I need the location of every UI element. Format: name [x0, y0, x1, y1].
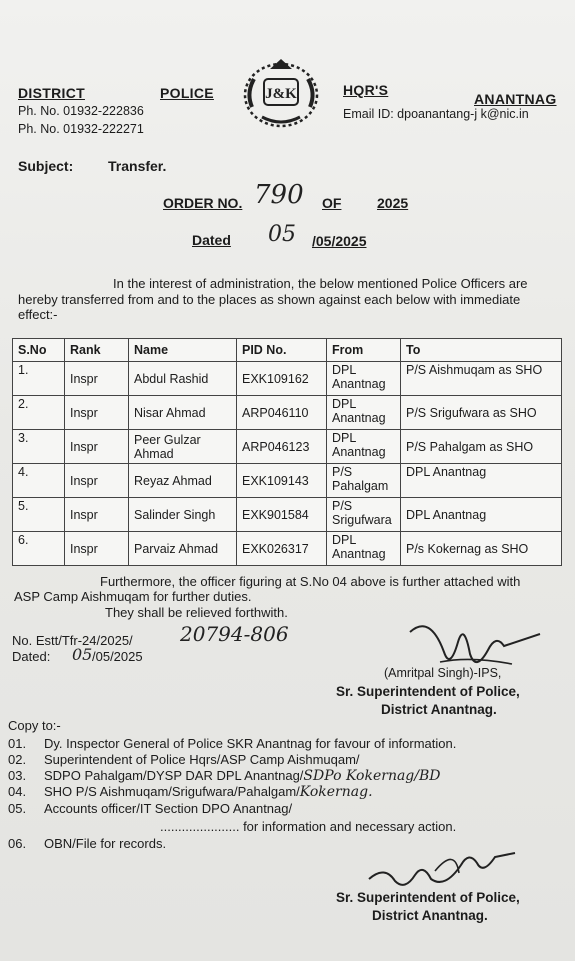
table-row: [13, 464, 562, 498]
header-police: POLICE: [160, 85, 214, 101]
table-row: [13, 532, 562, 566]
cell-sno: 2.: [13, 396, 65, 430]
cell-pid: ARP046110: [237, 396, 327, 430]
estt-dated-day: 05: [72, 645, 93, 664]
cell-name: Abdul Rashid: [129, 362, 237, 396]
cell-from: DPL Anantnag: [327, 396, 401, 430]
dated-label: Dated: [192, 232, 231, 248]
copy-item-handwritten: Kokernag.: [299, 784, 373, 800]
cell-from: P/S Srigufwara: [327, 498, 401, 532]
cell-to: DPL Anantnag: [401, 464, 562, 498]
cell-rank: Inspr: [65, 464, 129, 498]
col-header-pid: PID No.: [237, 339, 327, 362]
copy-item-01: [8, 736, 456, 752]
estt-dated-label: Dated:: [12, 649, 51, 664]
estt-no-label: No. Estt/Tfr-24/2025/: [12, 633, 133, 648]
cell-sno: 4.: [13, 464, 65, 498]
signature-2-icon: [365, 845, 525, 895]
signature-1-icon: [400, 612, 550, 674]
cell-pid: EXK109143: [237, 464, 327, 498]
order-of: OF: [322, 195, 342, 211]
estt-no-handwritten: 20794-806: [180, 622, 289, 646]
header-phone-1: Ph. No. 01932-222836: [18, 104, 144, 118]
dated-rest: /05/2025: [312, 233, 367, 249]
table-row: [13, 362, 562, 396]
copy-item-text: Dy. Inspector General of Police SKR Anantnag for favour of information.: [44, 736, 457, 751]
signatory-2-title-1: Sr. Superintendent of Police,: [336, 890, 520, 905]
col-header-from: From: [327, 339, 401, 362]
col-header-sno: S.No: [13, 339, 65, 362]
copy-item-text: Superintendent of Police Hqrs/ASP Camp Aishmuqam/: [44, 752, 360, 767]
subject-value: Transfer.: [108, 158, 167, 174]
copy-item-06: [8, 836, 166, 852]
cell-from: P/S Pahalgam: [327, 464, 401, 498]
copy-item-text: OBN/File for records.: [44, 836, 167, 851]
cell-rank: Inspr: [65, 498, 129, 532]
cell-pid: ARP046123: [237, 430, 327, 464]
intro-line-1: In the interest of administration, the below mentioned Police Officers are: [113, 276, 528, 291]
copy-item-text: SHO P/S Aishmuqam/Srigufwara/Pahalgam/: [44, 784, 300, 799]
cell-to: P/S Srigufwara as SHO: [401, 396, 562, 430]
copy-item-text: SDPO Pahalgam/DYSP DAR DPL Anantnag/: [44, 768, 304, 783]
cell-to: P/S Pahalgam as SHO: [401, 430, 562, 464]
signatory-2-title-2: District Anantnag.: [372, 908, 488, 923]
cell-rank: Inspr: [65, 430, 129, 464]
cell-sno: 3.: [13, 430, 65, 464]
cell-sno: 6.: [13, 532, 65, 566]
signatory-1-title-1: Sr. Superintendent of Police,: [336, 684, 520, 699]
header-district: DISTRICT: [18, 85, 85, 101]
dated-day: 05: [268, 222, 296, 247]
cell-sno: 5.: [13, 498, 65, 532]
cell-rank: Inspr: [65, 532, 129, 566]
furthermore-line-1: Furthermore, the officer figuring at S.No 04 above is further attached with: [100, 574, 521, 589]
cell-name: Peer Gulzar Ahmad: [129, 430, 237, 464]
cell-pid: EXK109162: [237, 362, 327, 396]
copy-item-num: 05.: [8, 801, 27, 816]
header-email: Email ID: dpoanantang-j k@nic.in: [343, 107, 529, 121]
signatory-1-title-2: District Anantnag.: [381, 702, 497, 717]
subject-label: Subject:: [18, 158, 74, 174]
signatory-1-name: (Amritpal Singh)-IPS,: [384, 666, 502, 680]
table-row: [13, 396, 562, 430]
header-anantnag: ANANTNAG: [474, 91, 557, 107]
copy-item-text: Accounts officer/IT Section DPO Anantnag/: [44, 801, 293, 816]
cell-from: DPL Anantnag: [327, 430, 401, 464]
col-header-name: Name: [129, 339, 237, 362]
cell-name: Reyaz Ahmad: [129, 464, 237, 498]
header-phone-2: Ph. No. 01932-222271: [18, 122, 144, 136]
cell-from: DPL Anantnag: [327, 362, 401, 396]
copy-item-04: [8, 784, 373, 800]
copy-item-05: [8, 801, 292, 817]
cell-to: DPL Anantnag: [401, 498, 562, 532]
table-header-row: [13, 339, 562, 362]
table-row: [13, 498, 562, 532]
order-year: 2025: [377, 195, 409, 211]
copy-item-num: 03.: [8, 768, 27, 783]
estt-dated-rest: /05/2025: [92, 649, 143, 664]
copy-item-handwritten: SDPo Kokernag/BD: [303, 768, 441, 784]
table-row: [13, 430, 562, 464]
intro-line-2: hereby transferred from and to the places as shown against each below with immediate: [18, 292, 521, 307]
furthermore-line-3: They shall be relieved forthwith.: [105, 605, 288, 620]
copy-info-line: ...................... for information and necessary action.: [160, 819, 457, 834]
header-hqrs: HQR'S: [343, 82, 389, 98]
copy-item-num: 04.: [8, 784, 27, 799]
copy-to-heading: Copy to:-: [8, 718, 61, 733]
transfer-table: [12, 338, 562, 566]
copy-item-02: [8, 752, 360, 768]
cell-from: DPL Anantnag: [327, 532, 401, 566]
emblem-text: J&K: [265, 86, 297, 102]
jk-police-emblem-icon: [240, 55, 322, 129]
cell-rank: Inspr: [65, 362, 129, 396]
cell-rank: Inspr: [65, 396, 129, 430]
cell-to: P/s Kokernag as SHO: [401, 532, 562, 566]
cell-pid: EXK901584: [237, 498, 327, 532]
order-number: 790: [254, 180, 304, 210]
copy-item-num: 01.: [8, 736, 27, 751]
cell-name: Salinder Singh: [129, 498, 237, 532]
cell-name: Parvaiz Ahmad: [129, 532, 237, 566]
intro-line-3: effect:-: [18, 307, 58, 322]
order-label: ORDER NO.: [163, 195, 243, 211]
copy-item-03: [8, 768, 441, 784]
col-header-rank: Rank: [65, 339, 129, 362]
copy-item-num: 06.: [8, 836, 27, 851]
cell-pid: EXK026317: [237, 532, 327, 566]
furthermore-line-2: ASP Camp Aishmuqam for further duties.: [14, 589, 252, 604]
cell-name: Nisar Ahmad: [129, 396, 237, 430]
copy-item-num: 02.: [8, 752, 27, 767]
cell-sno: 1.: [13, 362, 65, 396]
col-header-to: To: [401, 339, 562, 362]
cell-to: P/S Aishmuqam as SHO: [401, 362, 562, 396]
